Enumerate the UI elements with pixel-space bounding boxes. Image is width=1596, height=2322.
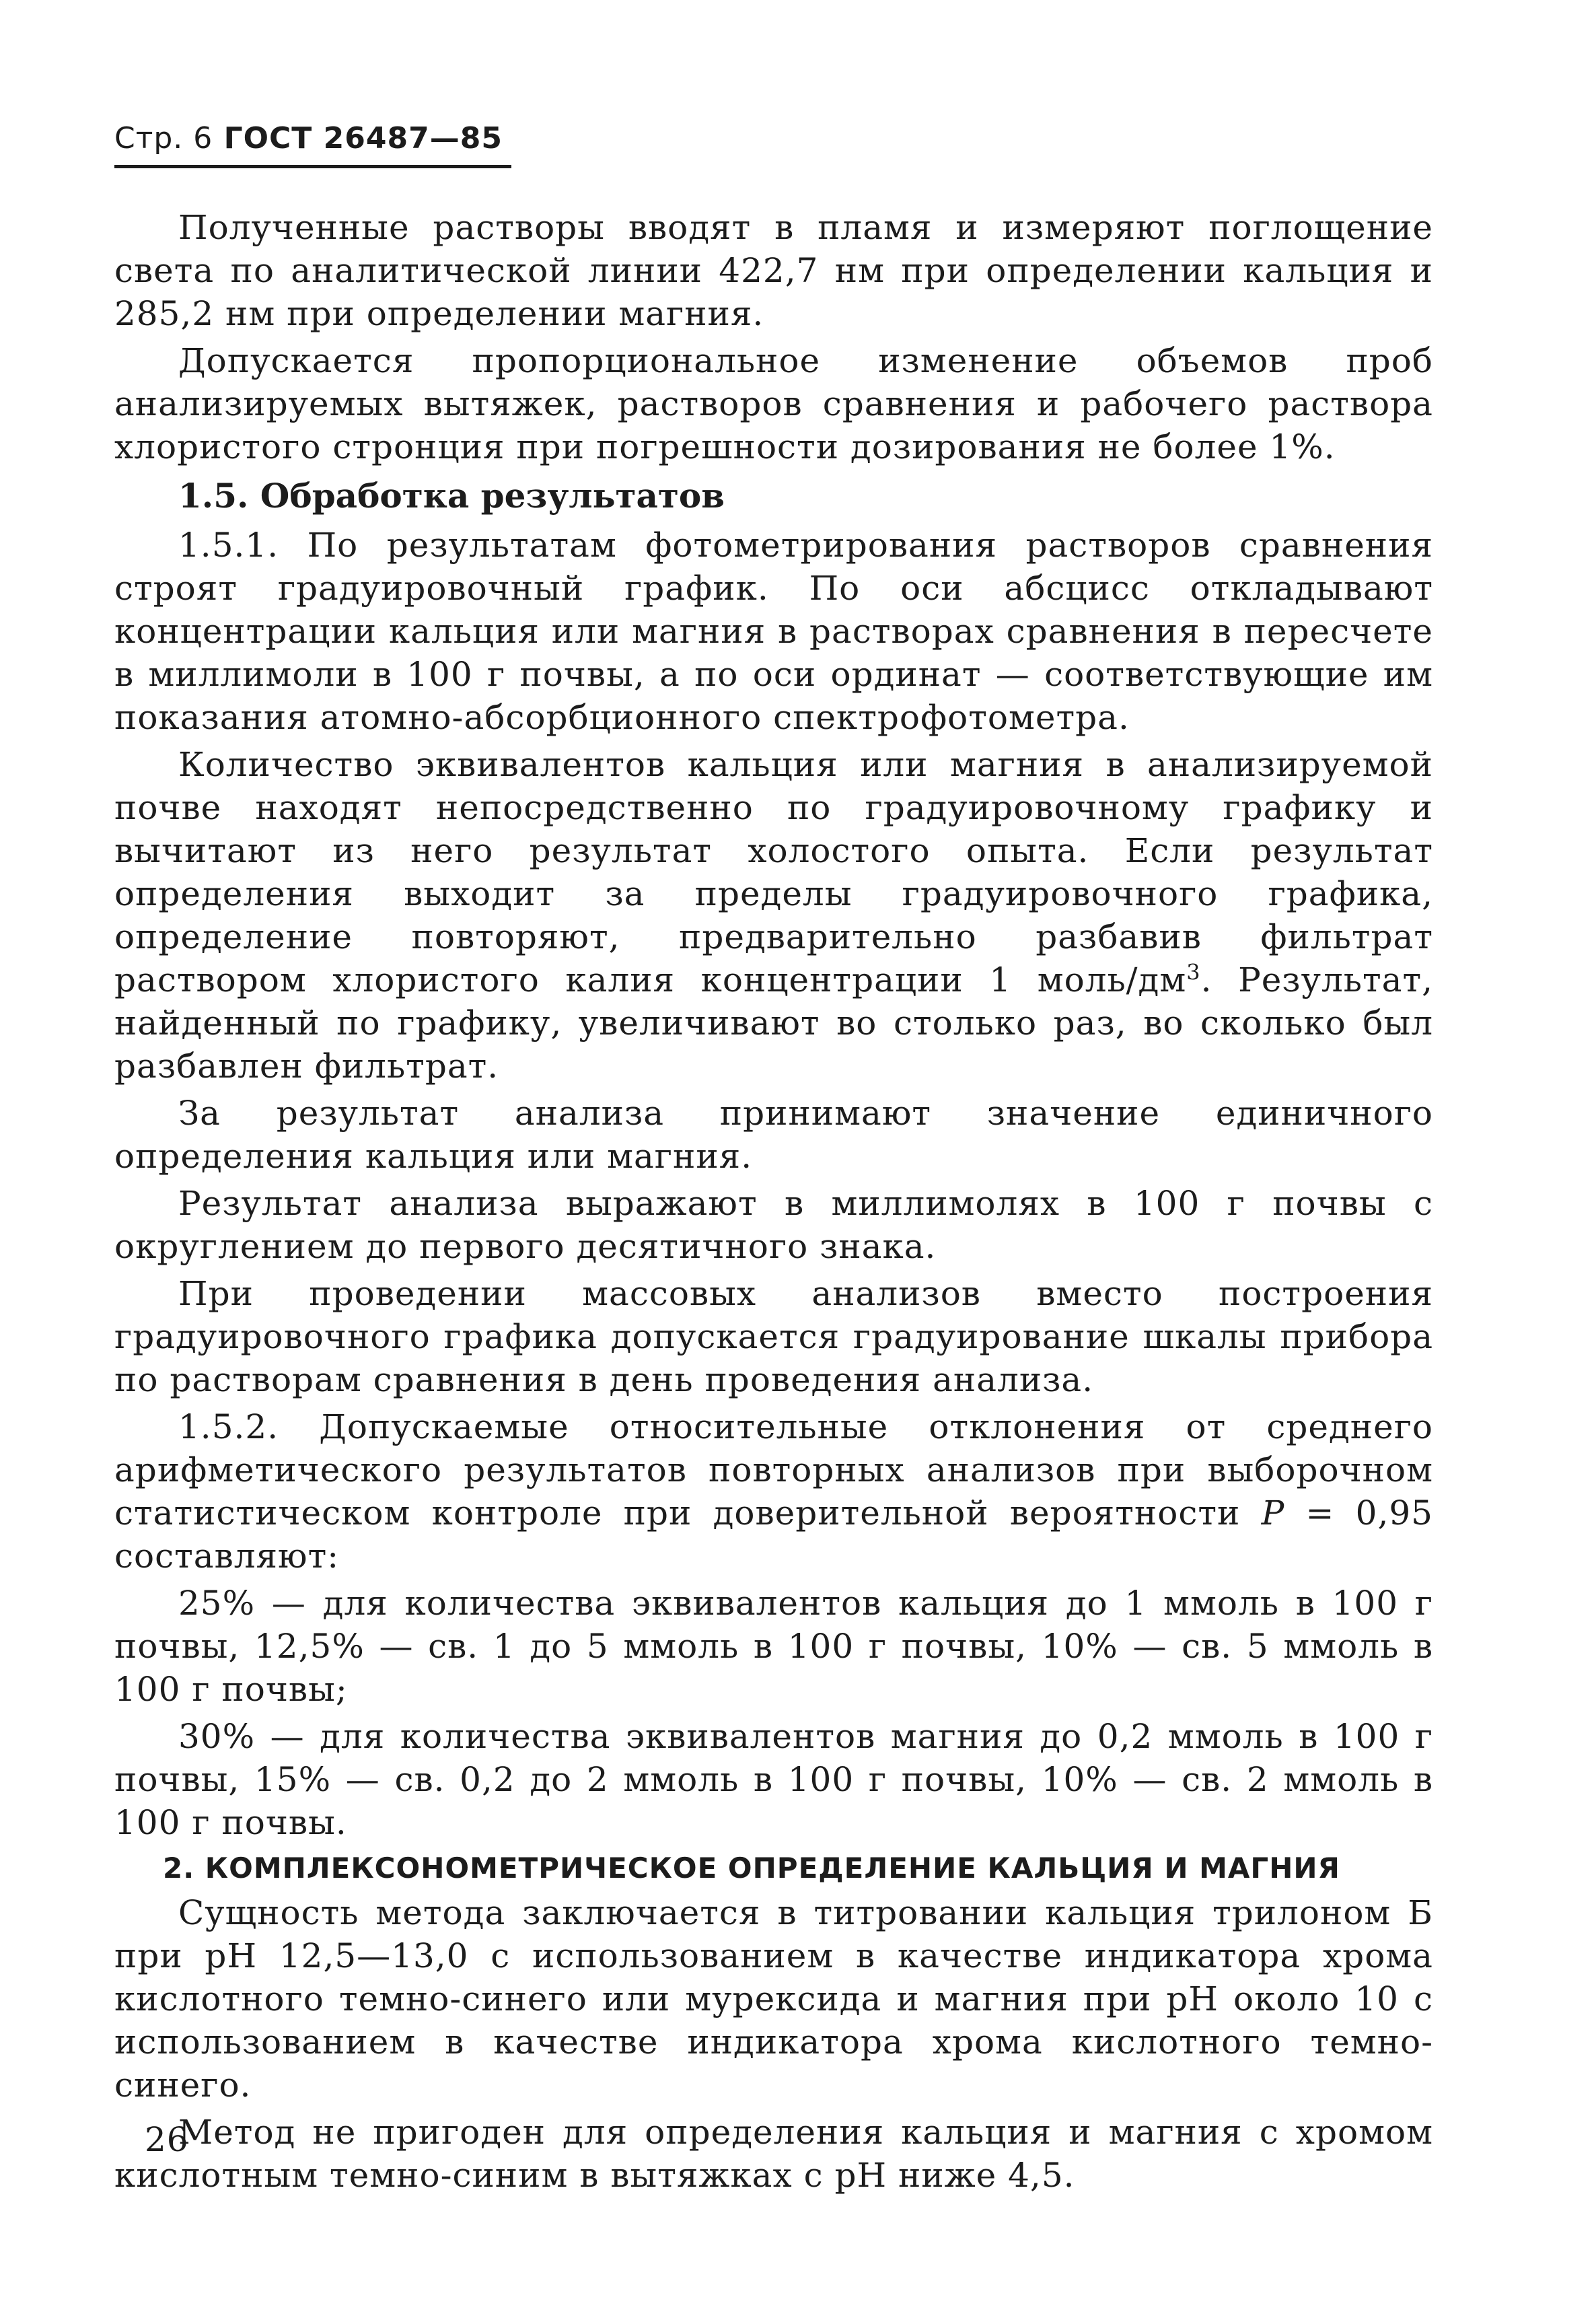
paragraph: 25% — для количества эквивалентов кальция до 1 ммоль в 100 г почвы, 12,5% — св. 1 до 5 ммоль в 100 г почвы, 10% — св. 5 ммоль в 100 г почвы; [114,1584,1433,1709]
page-number: 26 [145,2120,189,2159]
paragraph [114,1405,1433,1578]
paragraph: 1.5.1. По результатам фотометрирования растворов сравнения строят градуировочный график. По оси абсцисс откладывают концентрации кальция или магния в растворах сравнения в пересчете в миллимоли в 100 г почвы, а по оси ординат — соответствующие им показания атомно-абсорбционного спектрофотометра. [114,526,1433,737]
paragraph: Сущность метода заключается в титровании кальция трилоном Б при pH 12,5—13,0 с использованием в качестве индикатора хрома кислотного темно-синего или мурексида и магния при pH около 10 с использованием в качестве индикатора хрома кислотного темно-синего. [114,1893,1433,2105]
page-label: Стр. 6 [114,121,213,155]
paragraph: За результат анализа принимают значение единичного определения кальция или магния. [114,1094,1433,1176]
paragraph: Полученные растворы вводят в пламя и измеряют поглощение света по аналитической линии 422,7 нм при определении кальция и 285,2 нм при определении магния. [114,208,1433,333]
paragraph: При проведении массовых анализов вместо построения градуировочного графика допускается градуирование шкалы прибора по растворам сравнения в день проведения анализа. [114,1274,1433,1399]
document-page [114,121,1433,2201]
probability-variable: P [1261,1493,1285,1533]
paragraph [114,743,1433,1088]
section-title: 2. КОМПЛЕКСОНОМЕТРИЧЕСКОЕ ОПРЕДЕЛЕНИЕ КАЛЬЦИЯ И МАГНИЯ [163,1852,1340,1885]
probability-value: = 0,95 составляют: [114,1493,1433,1576]
paragraph: Допускается пропорциональное изменение объемов проб анализируемых вытяжек, растворов сравнения и рабочего раствора хлористого стронция при погрешности дозирования не более 1%. [114,341,1433,466]
paragraph-text: 1.5.2. Допускаемые относительные отклонения от среднего арифметического результатов повторных анализов при выборочном статистическом контроле при доверительной вероятности [114,1407,1433,1533]
paragraph: Метод не пригоден для определения кальция и магния с хромом кислотным темно-синим в вытяжках с pH ниже 4,5. [114,2113,1433,2195]
paragraph-text: Количество эквивалентов кальция или магния в анализируемой почве находят непосредственно по градуировочному графику и вычитают из него результат холостого опыта. Если результат определения выходит за пределы градуировочного графика, определение повторяют, предварительно разбавив фильтрат раствором хлористого калия концентрации 1 моль/дм [114,745,1433,999]
subsection-title: 1.5. Обработка результатов [178,476,725,516]
running-head [114,121,511,168]
paragraph: Результат анализа выражают в миллимолях в 100 г почвы с округлением до первого десятичного знака. [114,1184,1433,1266]
paragraph-text-cont: . Результат, найденный по графику, увеличивают во столько раз, во сколько был разбавлен фильтрат. [114,960,1433,1086]
exponent: 3 [1186,959,1201,985]
standard-number: ГОСТ 26487—85 [223,121,503,155]
paragraph: 30% — для количества эквивалентов магния до 0,2 ммоль в 100 г почвы, 15% — св. 0,2 до 2 ммоль в 100 г почвы, 10% — св. 2 ммоль в 100 г почвы. [114,1717,1433,1842]
